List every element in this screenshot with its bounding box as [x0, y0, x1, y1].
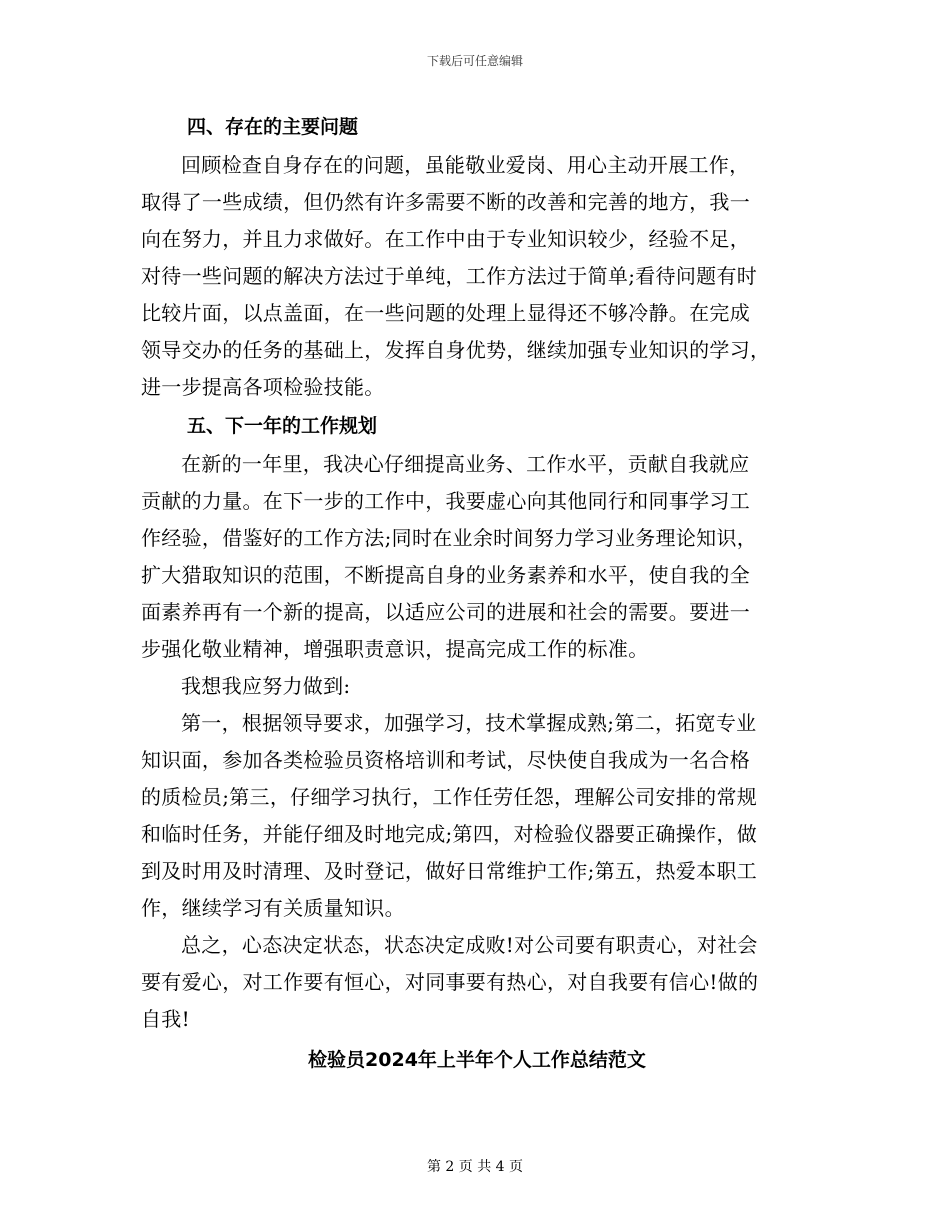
text-line: 要有爱心，对工作要有恒心，对同事要有热心，对自我要有信心!做的 [141, 970, 759, 994]
paragraph [141, 705, 807, 927]
section-heading-plan: 五、下一年的工作规划 [187, 415, 378, 437]
text-line: 的质检员;第三，仔细学习执行，工作任劳任怨，理解公司安排的常规 [141, 785, 758, 809]
page-footer: 第 2 页 共 4 页 [426, 1159, 524, 1175]
text-line: 总之，心态决定状态，状态决定成败!对公司要有职责心，对社会 [181, 933, 758, 957]
document-body [141, 107, 807, 1080]
page-header: 下载后可任意编辑 [426, 54, 523, 68]
paragraph [141, 927, 807, 1038]
text-line: 步强化敬业精神，增强职责意识，提高完成工作的标准。 [141, 637, 649, 661]
text-line: 自我! [141, 1007, 190, 1031]
paragraph [141, 147, 807, 406]
text-line: 面素养再有一个新的提高，以适应公司的进展和社会的需要。要进一 [141, 600, 750, 624]
text-line: 取得了一些成绩，但仍然有许多需要不断的改善和完善的地方，我一 [141, 190, 750, 214]
text-line: 在新的一年里，我决心仔细提高业务、工作水平，贡献自我就应 [181, 452, 750, 476]
document-title: 检验员2024年上半年个人工作总结范文 [308, 1049, 646, 1071]
text-line: 回顾检查自身存在的问题，虽能敬业爱岗、用心主动开展工作， [181, 153, 750, 177]
text-line: 领导交办的任务的基础上，发挥自身优势，继续加强专业知识的学习， [141, 338, 771, 362]
text-line: 作，继续学习有关质量知识。 [141, 896, 405, 920]
text-line: 进一步提高各项检验技能。 [141, 375, 385, 399]
text-line: 和临时任务，并能仔细及时地完成;第四，对检验仪器要正确操作，做 [141, 822, 758, 846]
text-line: 到及时用及时清理、及时登记，做好日常维护工作;第五，热爱本职工 [141, 859, 758, 883]
text-line: 对待一些问题的解决方法过于单纯，工作方法过于简单;看待问题有时 [141, 264, 758, 288]
paragraph [141, 446, 807, 668]
text-line: 知识面，参加各类检验员资格培训和考试，尽快使自我成为一名合格 [141, 748, 750, 772]
section-heading-problems: 四、存在的主要问题 [187, 116, 359, 138]
text-line: 向在努力，并且力求做好。在工作中由于专业知识较少，经验不足， [141, 227, 750, 251]
text-line: 我想我应努力做到: [181, 674, 351, 698]
text-line: 贡献的力量。在下一步的工作中，我要虚心向其他同行和同事学习工 [141, 489, 750, 513]
text-line: 扩大猎取知识的范围，不断提高自身的业务素养和水平，使自我的全 [141, 563, 750, 587]
text-line: 比较片面，以点盖面，在一些问题的处理上显得还不够冷静。在完成 [141, 301, 750, 325]
text-line: 第一，根据领导要求，加强学习，技术掌握成熟;第二，拓宽专业 [181, 711, 757, 735]
paragraph [141, 668, 807, 705]
text-line: 作经验，借鉴好的工作方法;同时在业余时间努力学习业务理论知识， [141, 526, 758, 550]
